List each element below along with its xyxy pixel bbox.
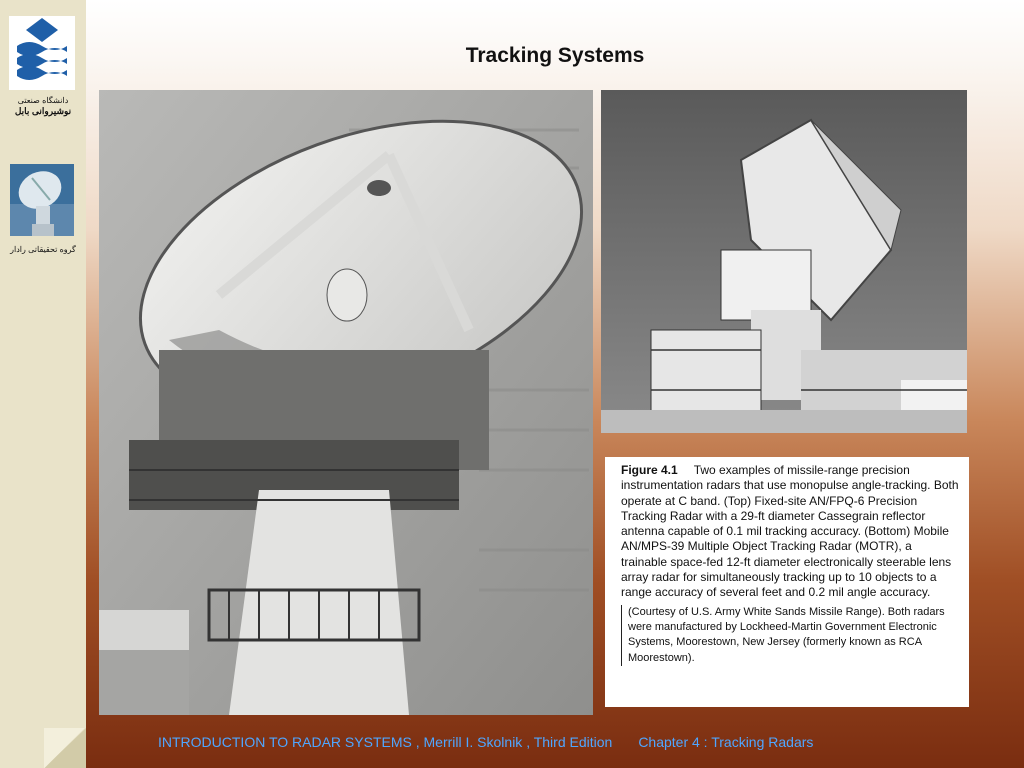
radar-group-logo xyxy=(10,164,74,236)
slide-footer xyxy=(86,734,1024,750)
figure-label: Figure 4.1 xyxy=(621,463,678,477)
university-name xyxy=(2,95,84,117)
footer-chapter: Chapter 4 : Tracking Radars xyxy=(638,734,814,750)
university-name-line2: نوشیروانی بابل xyxy=(14,106,72,116)
fpq6-radar-photo xyxy=(99,90,593,715)
research-group-name: گروه تحقیقاتی رادار xyxy=(10,245,76,254)
slide-title: Tracking Systems xyxy=(465,44,645,67)
caption-credit: (Courtesy of U.S. Army White Sands Missile Range). Both radars were manufactured by Lockheed-Martin Government Electronic Systems, Moorestown, New Jersey (formerly known as RCA Moorestown). xyxy=(621,605,959,666)
sidebar xyxy=(0,0,86,768)
university-logo xyxy=(9,16,75,90)
caption-text: Two examples of missile-range precision instrumentation radars that use monopulse angle-tracking. Both operate at C band. (Top) Fixed-site AN/FPQ-6 Precision Tracking Radar with a 29-ft diameter Cassegrain reflector antenna capable of 0.1 mil tracking accuracy. (Bottom) Mobile AN/MPS-39 Multiple Object Tracking Radar (MOTR), a trainable space-fed 12-ft diameter electronically steerable lens array radar for simultaneously tracking up to 10 objects to a range accuracy of several feet and 0.2 mil angle accuracy. xyxy=(621,463,959,600)
figure-caption xyxy=(605,457,969,707)
caption-body xyxy=(621,463,959,601)
university-name-line1: دانشگاه صنعتی xyxy=(17,96,69,105)
footer-book: INTRODUCTION TO RADAR SYSTEMS , Merrill I. Skolnik , Third Edition xyxy=(158,734,613,750)
page-curl-highlight xyxy=(44,728,86,768)
mps39-radar-photo xyxy=(601,90,967,433)
